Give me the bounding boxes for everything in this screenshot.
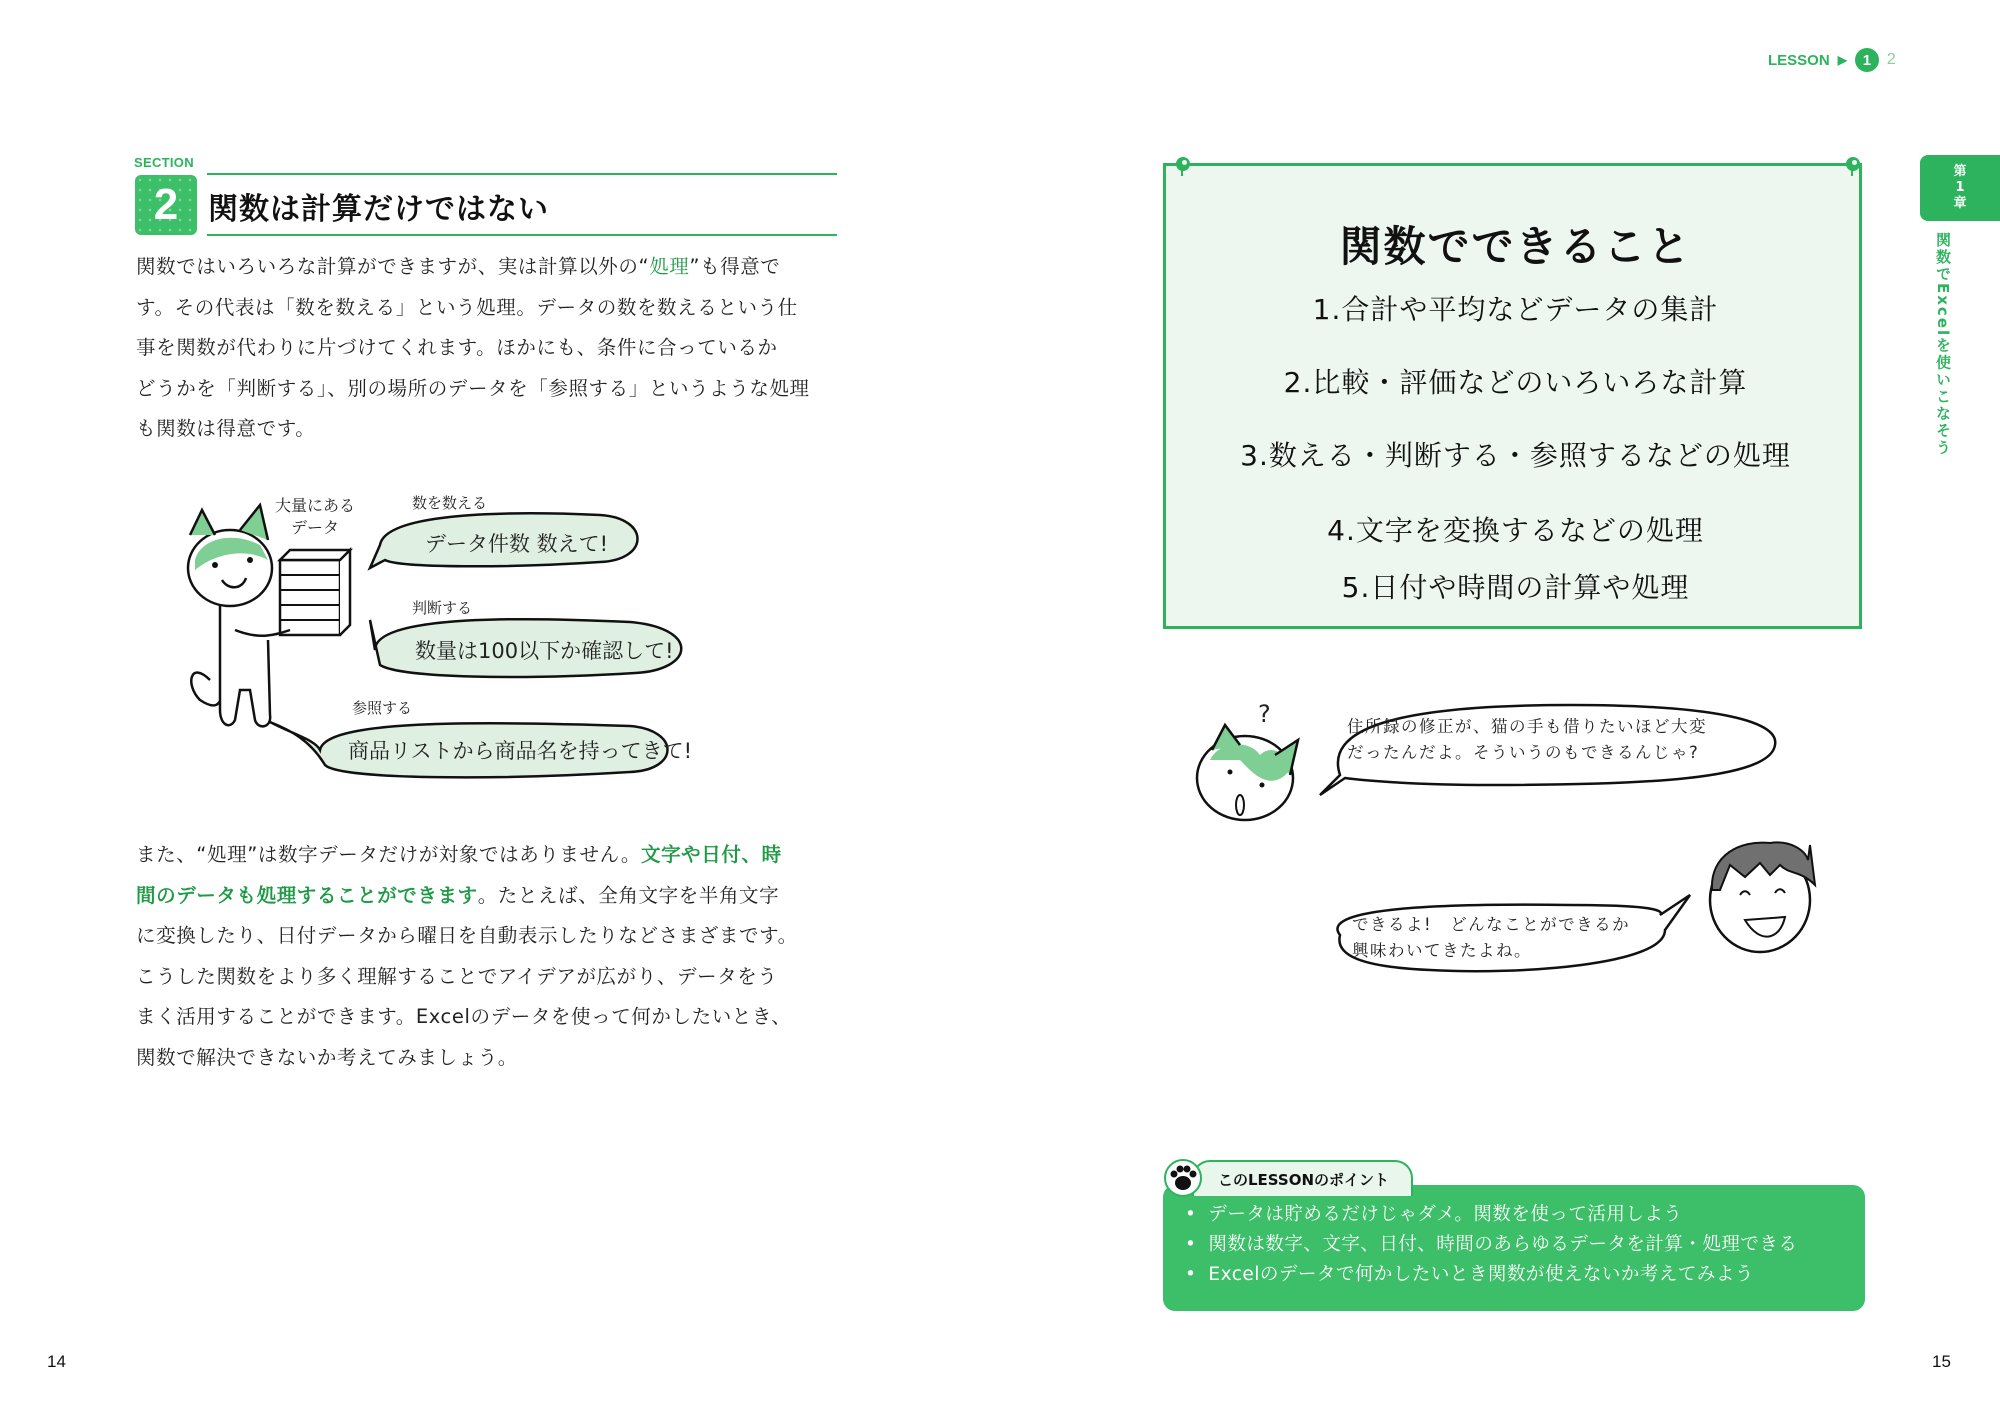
point-item: • Excelのデータで何かしたいとき関数が使えないか考えてみよう <box>1185 1260 1797 1290</box>
paragraph-line: また、“処理”は数字データだけが対象ではありません。文字や日付、時 <box>136 843 782 866</box>
question-mark: ? <box>1258 700 1271 728</box>
paragraph-line: まく活用することができます。Excelのデータを使って何かしたいとき、 <box>136 1005 792 1028</box>
cat-illustration <box>180 490 710 790</box>
play-arrow-icon: ▶ <box>1837 53 1847 67</box>
paw-icon <box>1163 1158 1203 1198</box>
detail-paragraph <box>136 835 856 1078</box>
paragraph-line: 関数で解決できないか考えてみましょう。 <box>136 1045 518 1069</box>
current-lesson-badge[interactable]: 1 <box>1855 48 1879 72</box>
intro-paragraph <box>136 247 856 450</box>
paragraph-line: も関数は得意です。 <box>136 417 316 440</box>
paragraph-line: 間のデータも処理することができます。たとえば、全角文字を半角文字 <box>136 883 780 907</box>
section-number-badge: 2 <box>135 175 197 235</box>
section-label: SECTION <box>134 155 194 170</box>
lesson-points-tab: このLESSONのポイント <box>1192 1160 1413 1196</box>
bubble-caption: 参照する <box>352 699 413 717</box>
pin-icon <box>1846 157 1860 171</box>
function-item: 4.文字を変換するなどの処理 <box>1327 514 1704 547</box>
paragraph-line: す。その代表は「数を数える」という処理。データの数を数えるという仕 <box>136 295 798 319</box>
function-item: 5.日付や時間の計算や処理 <box>1341 571 1690 604</box>
point-item: • データは貯めるだけじゃダメ。関数を使って活用しよう <box>1185 1200 1797 1230</box>
point-item: • 関数は数字、文字、日付、時間のあらゆるデータを計算・処理できる <box>1185 1230 1797 1260</box>
section-title: 関数は計算だけではない <box>208 192 549 227</box>
bubble-caption: 数を数える <box>412 494 488 512</box>
data-label: 大量にある データ <box>275 496 356 537</box>
next-lesson-link[interactable]: 2 <box>1886 51 1896 68</box>
lesson-nav <box>1768 48 1896 72</box>
function-item: 2.比較・評価などのいろいろな計算 <box>1283 366 1748 399</box>
section-rule-bottom <box>207 234 837 236</box>
functions-box-title: 関数でできること <box>1339 222 1692 271</box>
bubble-text: データ件数 数えて! <box>425 532 609 556</box>
section-rule-top <box>207 173 837 175</box>
paragraph-line: に変換したり、日付データから曜日を自動表示したりなどさまざまです。 <box>136 924 798 947</box>
bubble-text: 数量は100以下か確認して! <box>415 639 674 663</box>
paragraph-line: どうかを「判断する」、別の場所のデータを「参照する」というような処理 <box>136 376 810 400</box>
functions-summary-box <box>1163 163 1862 629</box>
lesson-label: LESSON <box>1768 51 1830 69</box>
cat-speech: 住所録の修正が、猫の手も借りたいほど大変 だったんだよ。そういうのもできるんじゃ? <box>1347 717 1707 762</box>
paragraph-line: 事を関数が代わりに片づけてくれます。ほかにも、条件に合っているか <box>136 336 778 359</box>
function-item: 1.合計や平均などデータの集計 <box>1312 293 1719 326</box>
chapter-title-vertical: 関数でExcelを使いこなそう <box>1934 232 1952 457</box>
boy-speech: できるよ! どんなことができるか 興味わいてきたよね。 <box>1352 915 1631 960</box>
bubble-text: 商品リストから商品名を持ってきて! <box>348 739 692 763</box>
bubble-caption: 判断する <box>412 599 473 617</box>
page-number-right: 15 <box>1932 1352 1951 1371</box>
pin-icon <box>1176 157 1190 171</box>
function-item: 3.数える・判断する・参照するなどの処理 <box>1240 439 1791 472</box>
lesson-points-list <box>1185 1200 1797 1290</box>
page-number-left: 14 <box>47 1352 66 1371</box>
chapter-tab[interactable]: 第 1 章 <box>1920 155 2000 221</box>
paragraph-line: 関数ではいろいろな計算ができますが、実は計算以外の“処理”も得意で <box>136 255 781 278</box>
paragraph-line: こうした関数をより多く理解することでアイデアが広がり、データをう <box>136 964 778 988</box>
